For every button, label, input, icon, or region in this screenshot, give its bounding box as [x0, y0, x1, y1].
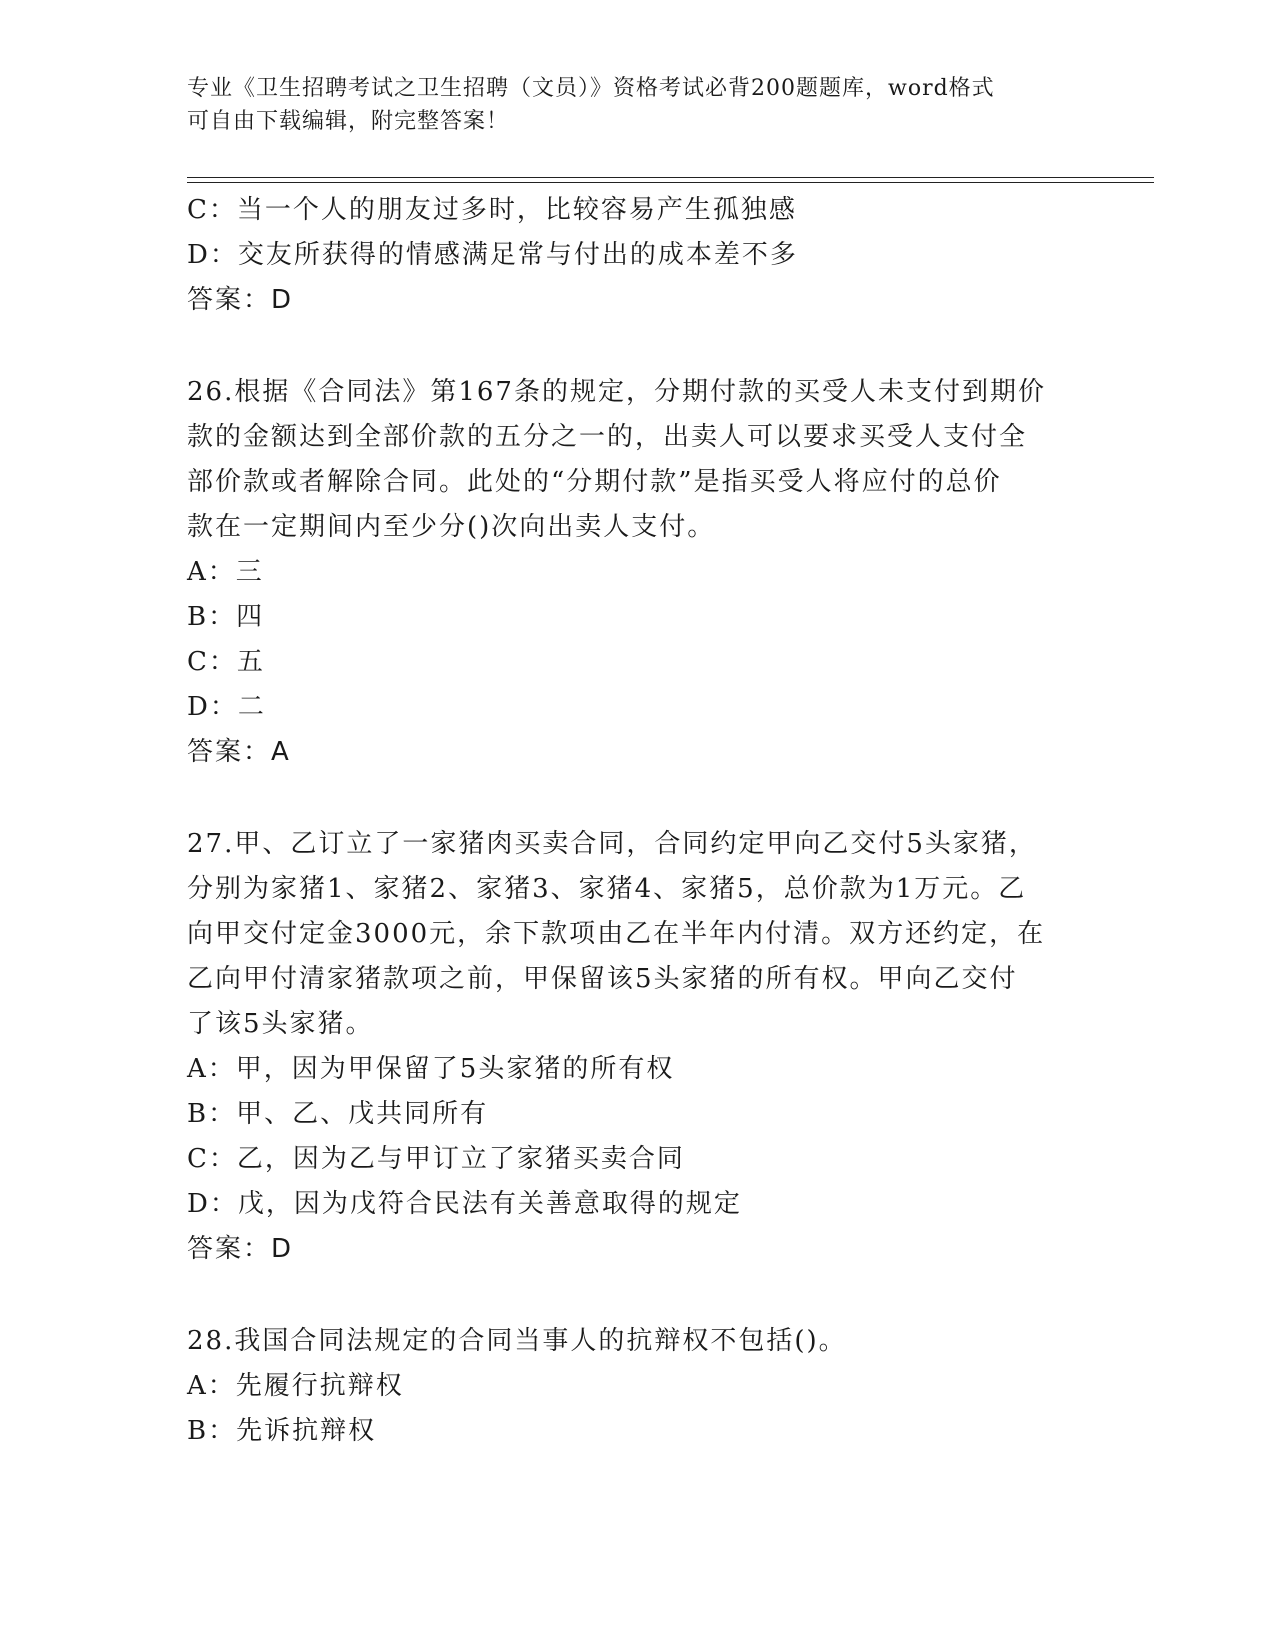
header-divider-top: [187, 177, 1154, 178]
question-28: [187, 1319, 1107, 1454]
option-b: B：先诉抗辩权: [187, 1416, 377, 1446]
option-c: C：当一个人的朋友过多时，比较容易产生孤独感: [187, 195, 797, 225]
question-stem-line: 乙向甲付清家猪款项之前，甲保留该5头家猪的所有权。甲向乙交付: [187, 964, 1018, 994]
answer: 答案：D: [187, 285, 294, 315]
question-stem-line: 了该5头家猪。: [187, 1009, 374, 1039]
answer: 答案：D: [187, 1234, 294, 1264]
option-a: A：先履行抗辩权: [187, 1371, 404, 1401]
document-header: [187, 72, 1087, 138]
option-d: D：交友所获得的情感满足常与付出的成本差不多: [187, 240, 798, 270]
question-list: [187, 188, 1107, 1454]
question-stem-line: 分别为家猪1、家猪2、家猪3、家猪4、家猪5，总价款为1万元。乙: [187, 874, 1027, 904]
option-b: B：四: [187, 602, 265, 632]
option-a: A：三: [187, 557, 264, 587]
option-c: C：乙，因为乙与甲订立了家猪买卖合同: [187, 1144, 685, 1174]
question-stem-line: 28.我国合同法规定的合同当事人的抗辩权不包括()。: [187, 1326, 847, 1356]
question-27: [187, 822, 1107, 1272]
question-stem-line: 款的金额达到全部价款的五分之一的，出卖人可以要求买受人支付全: [187, 422, 1028, 452]
question-stem-line: 部价款或者解除合同。此处的“分期付款”是指买受人将应付的总价: [187, 467, 1002, 497]
question-26: [187, 370, 1107, 775]
option-b: B：甲、乙、戊共同所有: [187, 1099, 489, 1129]
option-d: D：二: [187, 692, 266, 722]
question-stem-line: 26.根据《合同法》第167条的规定，分期付款的买受人未支付到期价: [187, 377, 1046, 407]
question-stem-line: 款在一定期间内至少分()次向出卖人支付。: [187, 512, 716, 542]
answer: 答案：A: [187, 737, 291, 767]
option-c: C：五: [187, 647, 265, 677]
question-stem-line: 向甲交付定金3000元，余下款项由乙在半年内付清。双方还约定，在: [187, 919, 1046, 949]
option-d: D：戊，因为戊符合民法有关善意取得的规定: [187, 1189, 742, 1219]
header-divider-bottom: [187, 182, 1154, 183]
header-line-2: 可自由下载编辑，附完整答案！: [187, 109, 510, 134]
question-stem-line: 27.甲、乙订立了一家猪肉买卖合同，合同约定甲向乙交付5头家猪，: [187, 829, 1037, 859]
header-line-1: 专业《卫生招聘考试之卫生招聘（文员）》资格考试必背200题题库，word格式: [187, 76, 995, 101]
option-a: A：甲，因为甲保留了5头家猪的所有权: [187, 1054, 675, 1084]
